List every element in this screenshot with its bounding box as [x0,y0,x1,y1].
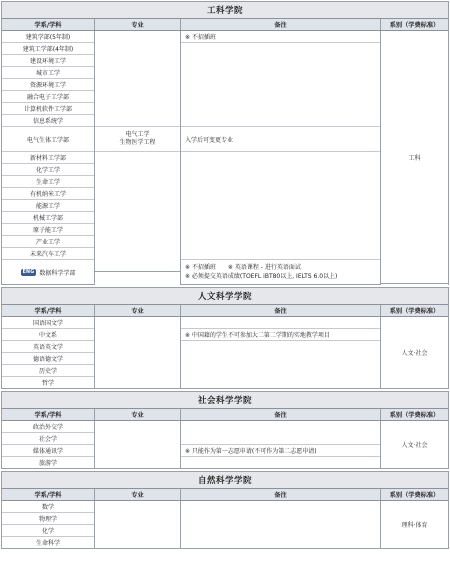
eng-badge: ENG [22,269,35,275]
category-column [381,31,448,285]
header-remark: 备注 [181,19,381,30]
header-remark: 备注 [181,489,381,500]
table-cell-empty [181,152,380,260]
header-dept: 学系/学科 [2,19,95,30]
table-cell-empty [95,421,180,469]
table-cell: 建筑学部(5年制) [2,31,94,43]
major-name: 电气工学 [125,130,150,138]
college-title: 自然科学学院 [2,471,448,488]
header-category: 系别（学费标准） [389,22,440,29]
table-cell: 生命工学 [2,176,94,188]
table-cell-empty [95,31,180,127]
table-cell: 旅游学 [2,457,94,469]
remark-cell: 入学后可变更专业 [181,127,380,152]
table-cell: 资源环境工学 [2,79,94,91]
table-cell: 产业工学 [2,236,94,248]
table-cell: 建设环境工学 [2,55,94,67]
table-cell: 社会学 [2,433,94,445]
table-cell-empty [95,501,180,549]
remark-line: ※ 不招插班 ※ 英语课程 - 进行英语面试 [185,264,301,271]
table-cell: 融合电子工学部 [2,91,94,103]
table-cell: 历史学 [2,365,94,377]
table-body [2,31,448,285]
table-cell-empty [95,317,180,389]
table-cell: 机械工学部 [2,212,94,224]
table-cell: 建筑工学部(4年制) [2,43,94,55]
table-cell: 哲学 [2,377,94,389]
major-column [95,317,181,389]
header-category: 系别（学费标准） [389,412,440,419]
remark-cell: ※ 不招插班 [181,31,380,43]
table-cell-empty [181,457,380,469]
table-header [2,304,448,317]
table-cell: 国语国文学 [2,317,94,329]
table-cell: 有机纳米工学 [2,188,94,200]
header-major: 专业 [95,409,181,420]
remark-column [181,31,381,285]
header-category: 系别（学费标准） [389,492,440,499]
remark-line: ※ 必须提交英语成绩(TOEFL iBT80以上, IELTS 6.0以上) [185,273,338,280]
major-cell [95,127,180,152]
table-cell: 能源工学 [2,200,94,212]
table-header [2,488,448,501]
remark-column [181,501,381,549]
table-cell: 德语德文学 [2,353,94,365]
remark-cell [181,260,380,285]
category-cell: 理科·体育 [381,501,448,549]
college-title: 工科学院 [2,1,448,18]
table-cell: 城市工学 [2,67,94,79]
remark-cell: ※ 只能作为第一志愿申请(不可作为第二志愿申请) [181,445,380,457]
college-title: 社会科学学院 [2,391,448,408]
table-cell: 生命科学 [2,537,94,549]
dept-column [2,317,95,389]
header-major: 专业 [95,19,181,30]
major-name: 生物医学工程 [119,139,156,146]
table-cell-empty [181,421,380,445]
table-header [2,408,448,421]
header-remark: 备注 [181,409,381,420]
category-column [381,421,448,469]
table-cell-empty [181,43,380,127]
table-cell: 物理学 [2,513,94,525]
table-cell: 化学工学 [2,164,94,176]
table-cell-text: 数据科学学部 [39,269,76,277]
remark-column [181,421,381,469]
table-cell: 政治外交学 [2,421,94,433]
category-cell: 人文·社会 [381,317,448,389]
table-cell: 计算机软件工学部 [2,103,94,115]
data-science-cell [2,260,94,285]
dept-column [2,501,95,549]
category-column [381,501,448,549]
college-title: 人文科学学院 [2,287,448,304]
category-cell: 人文·社会 [381,421,448,469]
table-cell: 信息系统学 [2,115,94,127]
table-cell: 电气生体工学部 [2,127,94,152]
header-category: 系别（学费标准） [389,308,440,315]
table-cell-empty [181,341,380,389]
header-dept: 学系/学科 [2,489,95,500]
category-cell: 工科 [381,31,448,284]
college-natural-science [1,471,449,549]
table-body [2,421,448,469]
college-social-science [1,391,449,469]
header-dept: 学系/学科 [2,305,95,316]
header-dept: 学系/学科 [2,409,95,420]
header-major: 专业 [95,489,181,500]
table-cell-empty [181,317,380,329]
table-cell: 原子能工学 [2,224,94,236]
table-cell: 媒体通讯学 [2,445,94,457]
college-engineering [1,1,449,285]
table-cell: 数学 [2,501,94,513]
table-body [2,317,448,389]
table-cell: 中文系 [2,329,94,341]
dept-column [2,421,95,469]
remark-cell: ※ 中国籍的学生不可参加大二第二学期的实地教学项目 [181,329,380,341]
table-body [2,501,448,549]
major-column [95,501,181,549]
table-cell: 英语英文学 [2,341,94,353]
table-cell: 新材料工学部 [2,152,94,164]
header-remark: 备注 [181,305,381,316]
college-humanities [1,287,449,389]
dept-column [2,31,95,285]
table-cell-empty [95,152,180,272]
table-cell: 化学 [2,525,94,537]
major-column [95,31,181,285]
major-column [95,421,181,469]
table-cell: 未来汽车工学 [2,248,94,260]
table-header [2,18,448,31]
category-column [381,317,448,389]
remark-column [181,317,381,389]
table-cell-empty [181,501,380,549]
header-major: 专业 [95,305,181,316]
